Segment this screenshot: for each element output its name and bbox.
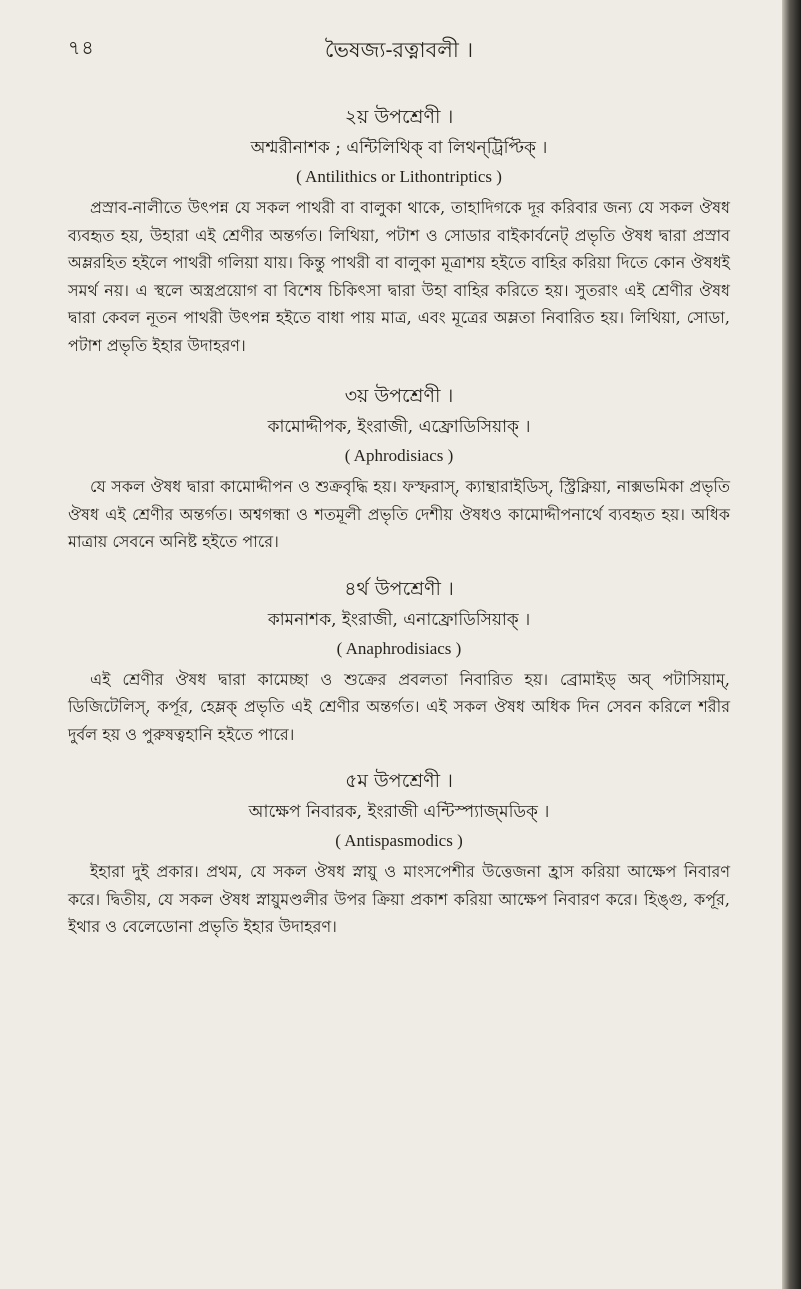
- running-head: [68, 34, 730, 74]
- section-heading: ২য় উপশ্রেণী ।: [344, 106, 454, 128]
- section-term: আক্ষেপ নিবারক, ইংরাজী এন্টিস্প্যাজ্‌মডিক্ ।: [248, 802, 550, 822]
- section-term: কামোদ্দীপক, ইংরাজী, এফ্রোডিসিয়াক্ ।: [267, 417, 531, 437]
- page-number: ৭৪: [68, 37, 95, 59]
- running-title: ভৈষজ্য-রত্নাবলী ।: [324, 38, 474, 62]
- section-antispasmodics: [68, 766, 730, 941]
- section-body: যে সকল ঔষধ দ্বারা কামোদ্দীপন ও শুক্রবৃদ্ধি হয়। ফস্ফরাস্, ক্যান্থারাইডিস্, স্ট্রিক্নিয়া, নাক্সভমিকা প্রভৃতি ঔষধ এই শ্রেণীর অন্তর্গত। অশ্বগন্ধা ও শতমূলী প্রভৃতি দেশীয় ঔষধও কামোদ্দীপনার্থে ব্যবহৃত হয়। অধিক মাত্রায় সেবনে অনিষ্ট হইতে পারে।: [68, 477, 730, 551]
- section-english-term: ( Antilithics or Lithontriptics ): [296, 167, 502, 186]
- page-edge-shadow: [782, 0, 801, 1289]
- section-heading: ৫ম উপশ্রেণী ।: [345, 770, 453, 792]
- section-english-term: ( Antispasmodics ): [335, 831, 463, 850]
- section-heading: ৪র্থ উপশ্রেণী ।: [344, 577, 454, 600]
- section-body: ইহারা দুই প্রকার। প্রথম, যে সকল ঔষধ স্নায়ু ও মাংসপেশীর উত্তেজনা হ্রাস করিয়া আক্ষেপ নিবারণ করে। দ্বিতীয়, যে সকল ঔষধ স্নায়ুমণ্ডলীর উপর ক্রিয়া প্রকাশ করিয়া আক্ষেপ নিবারণ করে। হিঙ্গু, কর্পূর, ইথার ও বেলেডোনা প্রভৃতি ইহার উদাহরণ।: [68, 862, 730, 936]
- section-english-term: ( Aphrodisiacs ): [344, 446, 454, 465]
- section-aphrodisiacs: [68, 381, 730, 556]
- section-body: প্রস্রাব-নালীতে উৎপন্ন যে সকল পাথরী বা বালুকা থাকে, তাহাদিগকে দূর করিবার জন্য যে সকল ঔষধ ব্যবহৃত হয়, উহারা এই শ্রেণীর অন্তর্গত। লিথিয়া, পটাশ ও সোডার বাইকার্বনেট্ প্রভৃতি ঔষধ দ্বারা প্রস্রাব অম্লরহিত হইলে পাথরী গলিয়া যায়। কিন্তু পাথরী বা বালুকা মূত্রাশয় হইতে বাহির করিয়া দিতে কোন ঔষধই সমর্থ নয়। এ স্থলে অস্ত্রপ্রয়োগ বা বিশেষ চিকিৎসা দ্বারা উহা বাহির করিতে হয়। সুতরাং এই শ্রেণীর ঔষধ দ্বারা কেবল নূতন পাথরী উৎপন্ন হইতে বাধা পায় মাত্র, এবং মূত্রের অম্লতা নিবারিত হয়। লিথিয়া, সোডা, পটাশ প্রভৃতি ইহার উদাহরণ।: [68, 198, 730, 355]
- section-term: অশ্মরীনাশক ; এন্টিলিথিক্ বা লিথন্‌ট্রিপ্টিক্ ।: [250, 138, 548, 158]
- section-antilithics: [68, 102, 730, 359]
- section-english-term: ( Anaphrodisiacs ): [336, 638, 462, 658]
- section-heading: ৩য় উপশ্রেণী ।: [344, 385, 454, 407]
- section-anaphrodisiacs: [68, 574, 730, 749]
- section-body: এই শ্রেণীর ঔষধ দ্বারা কামেচ্ছা ও শুক্রের প্রবলতা নিবারিত হয়। ব্রোমাইড্ অব্ পটাসিয়াম্, ডিজিটেলিস্, কর্পূর, হেম্লক্ প্রভৃতি এই শ্রেণীর অন্তর্গত। এই সকল ঔষধ অধিক দিন সেবন করিলে শরীর দুর্বল হয় ও পুরুষত্বহানি হইতে পারে।: [68, 669, 730, 744]
- section-term: কামনাশক, ইংরাজী, এনাফ্রোডিসিয়াক্ ।: [267, 609, 531, 630]
